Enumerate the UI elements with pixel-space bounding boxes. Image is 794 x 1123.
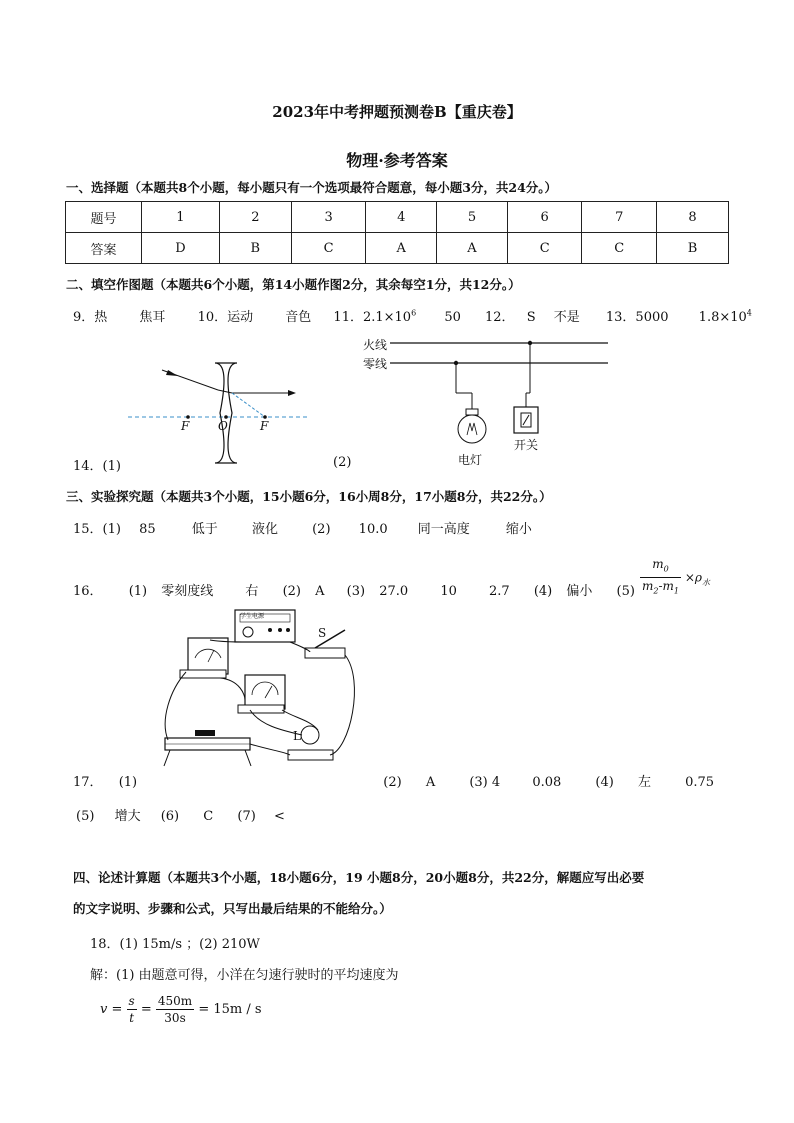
answer-q12b: 不是 (553, 310, 580, 325)
table-cell: 4 (366, 202, 437, 233)
table-row-label: 答案 (66, 233, 142, 264)
formula-m2: m (642, 579, 654, 594)
eq-s: s (128, 994, 135, 1008)
lamp-label: 电灯 (458, 453, 483, 467)
formula-m2-sub: 2 (653, 586, 659, 596)
section4-heading-line2: 的文字说明、步骤和公式，只写出最后结果的不能给分。） (73, 901, 392, 916)
table-row (66, 202, 729, 233)
fill-answers-line (73, 306, 752, 325)
fire-wire-label: 火线 (363, 338, 388, 352)
table-cell: 7 (582, 202, 657, 233)
table-cell: A (437, 233, 508, 264)
q17-p1: (1) (118, 775, 138, 790)
q17-a4: 0.75 (685, 775, 715, 790)
answer-q11: 11．2.1×10 (333, 310, 412, 325)
answer-q11b: 50 (444, 310, 461, 325)
formula-minus-m1: -m (658, 579, 674, 594)
answer-q13b-exp: 4 (746, 308, 752, 318)
section3-heading: 三、实验探究题（本题共3个小题，15小题6分，16小周8分，17小题8分，共22分。） (66, 489, 552, 504)
answer-q9: 9．热 (73, 310, 108, 325)
q17-label: 17． (73, 775, 103, 790)
q16-label: 16． (73, 584, 103, 599)
q16-a2: 右 (245, 584, 259, 599)
q17-line (73, 771, 714, 790)
eq-num: 450m (157, 994, 193, 1008)
q17-a5: 增大 (114, 809, 141, 824)
q15-a2: 低于 (191, 522, 218, 537)
q17-a3: 左 (637, 775, 651, 790)
q17-p2: (2) (383, 775, 402, 790)
q15-a3: 液化 (251, 522, 278, 537)
q15-part2: (2) (312, 522, 331, 537)
q17-a6: C (203, 809, 214, 824)
q16-p1: (1) (128, 584, 148, 599)
answer-q10b: 音色 (285, 310, 312, 325)
table-cell: C (507, 233, 582, 264)
q16-a1: 零刻度线 (161, 584, 214, 599)
q15-a6: 缩小 (505, 522, 532, 537)
q16-a7: 偏小 (566, 584, 593, 599)
q14-part1-label: 14．(1) (73, 459, 121, 474)
answer-q13: 13．5000 (605, 310, 669, 325)
answer-q12: 12． (485, 310, 515, 325)
formula-m0-sub: 0 (663, 564, 669, 574)
q16-a5: 10 (440, 584, 457, 599)
eq-result: = 15m / s (198, 1002, 262, 1017)
table-cell: D (142, 233, 220, 264)
formula-m1-sub: 1 (673, 586, 680, 596)
eq-den: 30s (164, 1011, 186, 1025)
q16-formula (640, 556, 710, 600)
q18-solution-intro: 解：(1) 由题意可得，小洋在匀速行驶时的平均速度为 (90, 968, 399, 983)
q15-label: 15．(1) (73, 522, 121, 537)
q16-p4: (4) (533, 584, 553, 599)
q16-p3: (3) (346, 584, 366, 599)
q16-a3: A (315, 584, 325, 599)
table-cell: 8 (657, 202, 729, 233)
q16-a6: 2.7 (489, 584, 510, 599)
q17-a7: < (273, 809, 285, 824)
lens-diagram (120, 355, 320, 470)
table-cell: A (366, 233, 437, 264)
section2-heading: 二、填空作图题（本题共6个小题，第14小题作图2分，其余每空1分，共12分。） (66, 277, 521, 292)
q16-a4: 27.0 (379, 584, 409, 599)
answer-q11-exp: 6 (411, 308, 417, 318)
table-cell: 2 (219, 202, 291, 233)
section1-heading: 一、选择题（本题共8个小题，每小题只有一个选项最符合题意，每小题3分，共24分。） (66, 180, 558, 195)
eq-equals: = (140, 1002, 152, 1017)
table-row-label: 题号 (66, 202, 142, 233)
table-cell: 5 (437, 202, 508, 233)
q17-line2 (76, 805, 285, 824)
q17-a1: A (425, 775, 436, 790)
q17-p4: (4) (595, 775, 614, 790)
circuit-label-S: S (318, 626, 327, 640)
q16-p2: (2) (282, 584, 301, 599)
q15-line (73, 518, 532, 537)
q17-p6: (6) (160, 809, 180, 824)
answer-table (65, 201, 729, 264)
table-row (66, 233, 729, 264)
page-title: 2023年中考押题预测卷B【重庆卷】 (272, 103, 522, 121)
answer-q12a: S (526, 310, 536, 325)
page-subtitle: 物理·参考答案 (346, 151, 448, 170)
table-cell: 6 (507, 202, 582, 233)
answer-q10: 10．运动 (197, 310, 254, 325)
section4-heading-line1: 四、论述计算题（本题共3个小题，18小题6分，19 小题8分，20小题8分，共22分，解题应写出必要 (73, 870, 645, 885)
q17-p7: (7) (237, 809, 256, 824)
q16-p5: (5) (616, 584, 635, 599)
answer-q9b: 焦耳 (139, 310, 166, 325)
power-supply-label: 学生电源 (240, 613, 265, 620)
formula-m0: m (652, 557, 664, 571)
q17-p5: (5) (76, 809, 95, 824)
q17-p3: (3) 4 (469, 775, 501, 790)
eq-v: v = (100, 1002, 123, 1017)
table-cell: B (219, 233, 291, 264)
q15-a1: 85 (139, 522, 156, 537)
q17-a2: 0.08 (532, 775, 562, 790)
lens-label-F2: F (260, 419, 269, 433)
q18-equation (100, 993, 262, 1026)
q14-part2-label: (2) (333, 455, 352, 470)
table-cell: C (582, 233, 657, 264)
switch-label: 开关 (514, 438, 539, 452)
circuit-label-L: L (293, 729, 301, 743)
answer-q13b: 1.8×10 (698, 310, 747, 325)
eq-t: t (129, 1011, 135, 1025)
table-cell: 3 (291, 202, 366, 233)
q15-a4: 10.0 (358, 522, 388, 537)
formula-rho-sub: 水 (701, 577, 710, 587)
q16-line (73, 580, 635, 599)
table-cell: 1 (142, 202, 220, 233)
table-cell: C (291, 233, 366, 264)
experiment-circuit-illustration (150, 600, 370, 775)
q15-a5: 同一高度 (417, 522, 470, 537)
lens-label-F: F (181, 419, 190, 433)
table-cell: B (657, 233, 729, 264)
lens-label-O: O (218, 419, 228, 433)
household-circuit-diagram (390, 335, 620, 445)
zero-wire-label: 零线 (363, 357, 388, 371)
formula-times-rho: ×ρ (684, 570, 702, 585)
q18-answer: 18．(1) 15m/s ；(2) 210W (90, 937, 260, 952)
